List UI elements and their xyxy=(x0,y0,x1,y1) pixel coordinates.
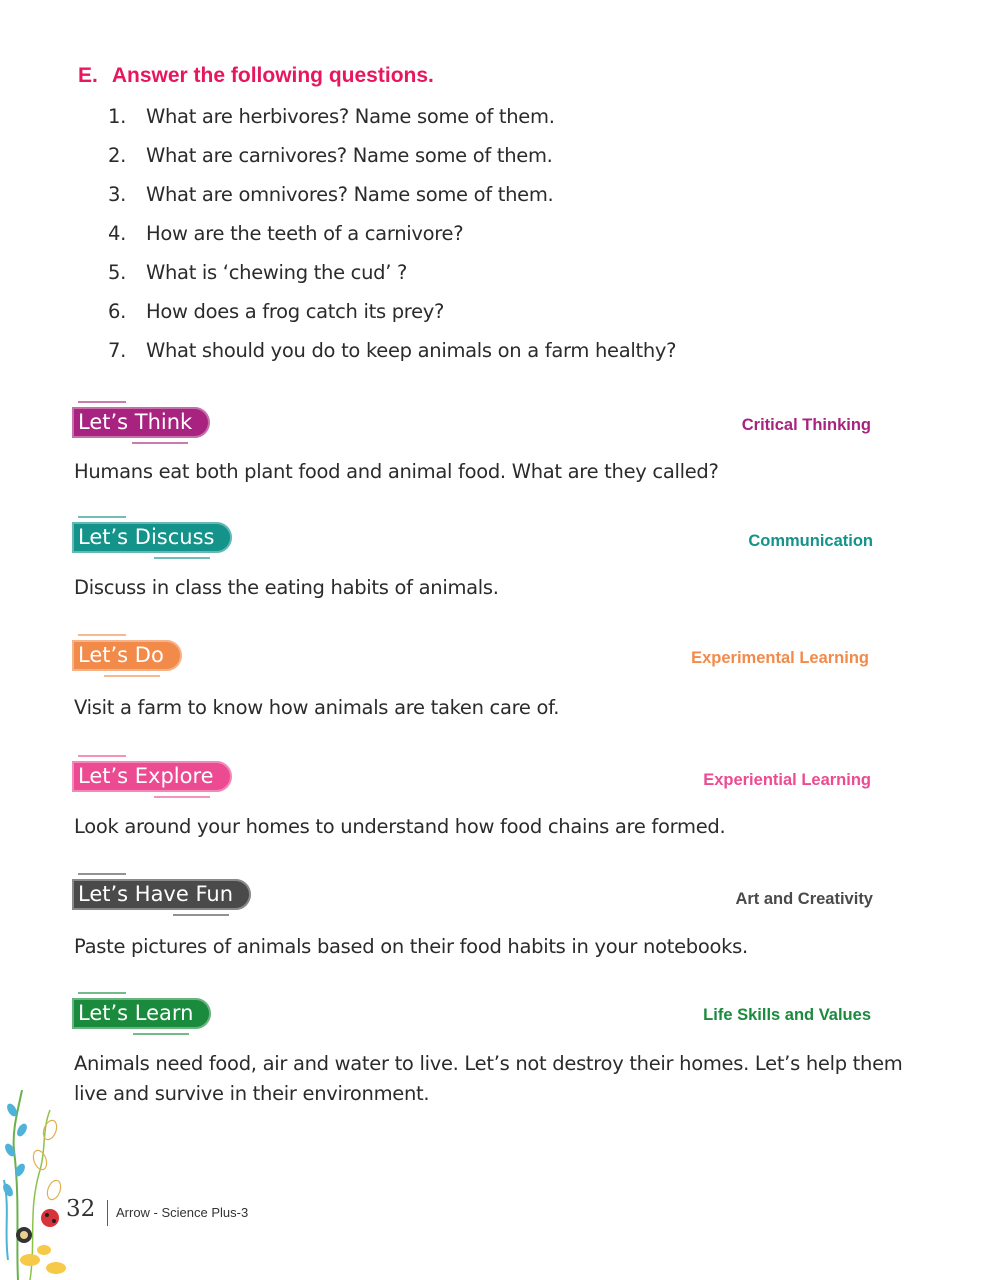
question-text: How are the teeth of a carnivore? xyxy=(146,222,464,245)
page-number: 32 xyxy=(66,1196,96,1222)
lets-think-badge: Let’s Think xyxy=(72,407,210,438)
question-item xyxy=(108,141,676,180)
question-item xyxy=(108,336,676,375)
question-number: 2. xyxy=(108,144,127,167)
lets-have-fun-text: Paste pictures of animals based on their food habits in your notebooks. xyxy=(74,935,748,958)
lets-do-badge: Let’s Do xyxy=(72,640,182,671)
question-text: What are herbivores? Name some of them. xyxy=(146,105,555,128)
question-text: What is ‘chewing the cud’ ? xyxy=(146,261,408,284)
question-item xyxy=(108,219,676,258)
question-item xyxy=(108,102,676,141)
question-item xyxy=(108,180,676,219)
question-number: 7. xyxy=(108,339,127,362)
lets-discuss-text: Discuss in class the eating habits of animals. xyxy=(74,576,499,599)
lets-explore-text: Look around your homes to understand how food chains are formed. xyxy=(74,815,726,838)
lets-explore-badge: Let’s Explore xyxy=(72,761,232,792)
communication-label: Communication xyxy=(748,532,873,550)
question-text: What should you do to keep animals on a farm healthy? xyxy=(146,339,677,362)
question-text: How does a frog catch its prey? xyxy=(146,300,445,323)
lets-learn-badge: Let’s Learn xyxy=(72,998,211,1029)
question-number: 3. xyxy=(108,183,127,206)
question-item xyxy=(108,297,676,336)
question-item xyxy=(108,258,676,297)
book-title: Arrow - Science Plus-3 xyxy=(116,1205,249,1220)
floral-decoration-icon xyxy=(0,1090,80,1280)
question-number: 5. xyxy=(108,261,127,284)
question-number: 1. xyxy=(108,105,127,128)
lets-think-text: Humans eat both plant food and animal food. What are they called? xyxy=(74,460,719,483)
life-skills-and-values-label: Life Skills and Values xyxy=(703,1006,871,1024)
footer-separator xyxy=(107,1200,108,1226)
experiential-learning-label: Experiential Learning xyxy=(703,771,871,789)
art-and-creativity-label: Art and Creativity xyxy=(735,890,873,908)
lets-have-fun-badge: Let’s Have Fun xyxy=(72,879,251,910)
critical-thinking-label: Critical Thinking xyxy=(741,416,871,434)
lets-do-text: Visit a farm to know how animals are taken care of. xyxy=(74,696,560,719)
question-text: What are omnivores? Name some of them. xyxy=(146,183,554,206)
lets-discuss-badge: Let’s Discuss xyxy=(72,522,232,553)
lets-learn-text: Animals need food, air and water to live. Let’s not destroy their homes. Let’s help them live and survive in their environment. xyxy=(74,1052,903,1105)
question-number: 6. xyxy=(108,300,127,323)
question-list xyxy=(108,102,676,375)
experimental-learning-label: Experimental Learning xyxy=(691,649,869,667)
section-title-text: Answer the following questions. xyxy=(111,64,434,87)
question-number: 4. xyxy=(108,222,127,245)
question-text: What are carnivores? Name some of them. xyxy=(146,144,553,167)
section-e-title xyxy=(78,64,434,88)
section-letter: E. xyxy=(78,64,98,87)
